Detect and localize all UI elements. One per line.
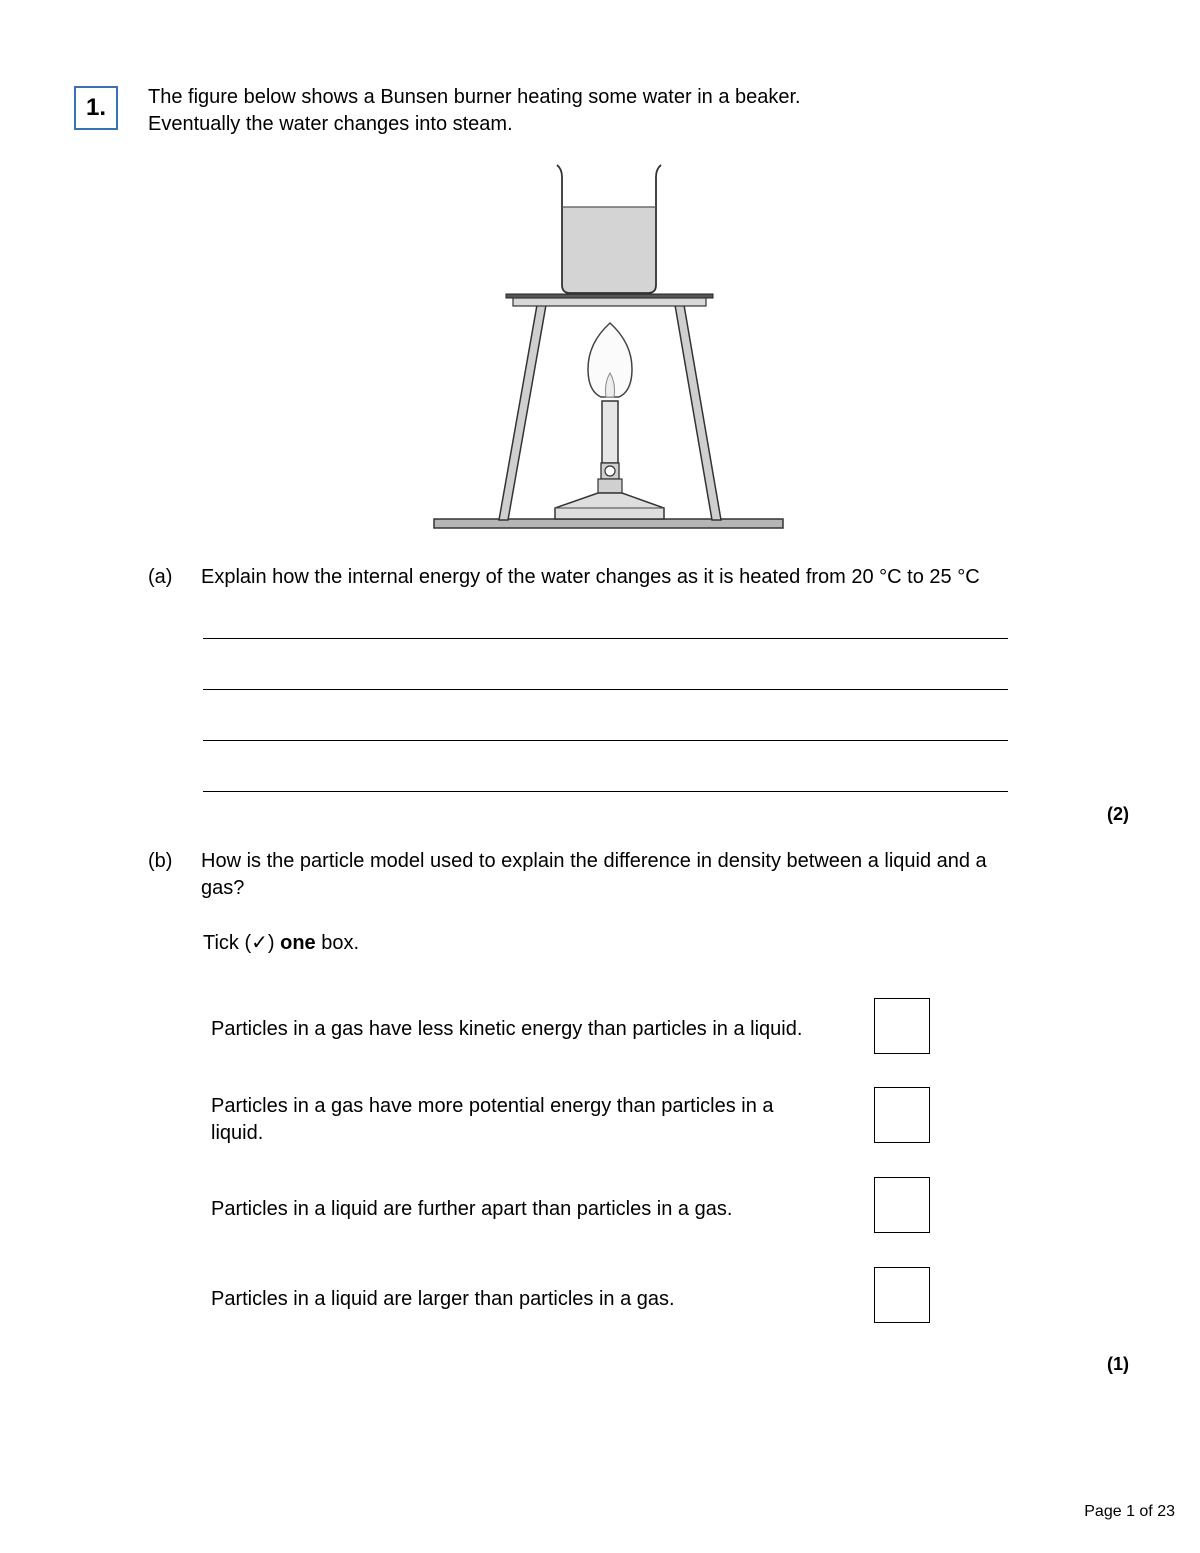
option-text-3 [211, 1196, 851, 1223]
option-text-1 [211, 1016, 851, 1043]
beaker-water [562, 207, 656, 293]
tick-instruction-suffix: box. [315, 932, 360, 954]
tick-instruction [203, 930, 359, 957]
burner-neck [598, 479, 622, 493]
tick-instruction-prefix: Tick (✓) [203, 932, 281, 954]
answer-line[interactable] [203, 791, 1008, 792]
option-text-4 [211, 1286, 851, 1313]
tripod-leg-left [499, 305, 546, 520]
base-plate [434, 519, 783, 528]
intro-line-2: Eventually the water changes into steam. [148, 113, 513, 135]
tick-box-option-2[interactable] [874, 1087, 930, 1143]
part-b-marks: (1) [1107, 1354, 1129, 1374]
option-text-2 [211, 1093, 851, 1147]
tick-instruction-bold: one [280, 932, 316, 954]
burner-base [555, 493, 664, 519]
answer-line[interactable] [203, 689, 1008, 690]
question-intro [148, 84, 801, 138]
air-hole [605, 466, 615, 476]
option-3-line-1: Particles in a liquid are further apart than particles in a gas. [211, 1198, 733, 1220]
option-1-line-1: Particles in a gas have less kinetic energy than particles in a liquid. [211, 1018, 803, 1040]
answer-line[interactable] [203, 740, 1008, 741]
part-b-question [201, 848, 987, 902]
tripod-ring [513, 298, 706, 306]
page-number: Page 1 of 23 [1084, 1503, 1175, 1520]
question-number: 1. [74, 86, 118, 130]
option-2-line-1: Particles in a gas have more potential energy than particles in a [211, 1095, 774, 1117]
tripod-leg-right [675, 305, 721, 520]
part-a-question: Explain how the internal energy of the water changes as it is heated from 20 °C to 25 °C [201, 566, 980, 588]
tick-box-option-3[interactable] [874, 1177, 930, 1233]
part-a-label: (a) [148, 566, 173, 588]
tick-box-option-1[interactable] [874, 998, 930, 1054]
tripod-top [506, 294, 713, 298]
part-b-question-line-1: How is the particle model used to explain the difference in density between a liquid and a [201, 850, 987, 872]
option-4-line-1: Particles in a liquid are larger than particles in a gas. [211, 1288, 675, 1310]
option-2-line-2: liquid. [211, 1122, 264, 1144]
part-b-label: (b) [148, 850, 173, 872]
part-a-marks: (2) [1107, 804, 1129, 824]
answer-line[interactable] [203, 638, 1008, 639]
part-b-question-line-2: gas? [201, 877, 245, 899]
tick-box-option-4[interactable] [874, 1267, 930, 1323]
burner-barrel [602, 401, 618, 463]
intro-line-1: The figure below shows a Bunsen burner heating some water in a beaker. [148, 86, 801, 108]
bunsen-burner-figure [420, 155, 800, 540]
